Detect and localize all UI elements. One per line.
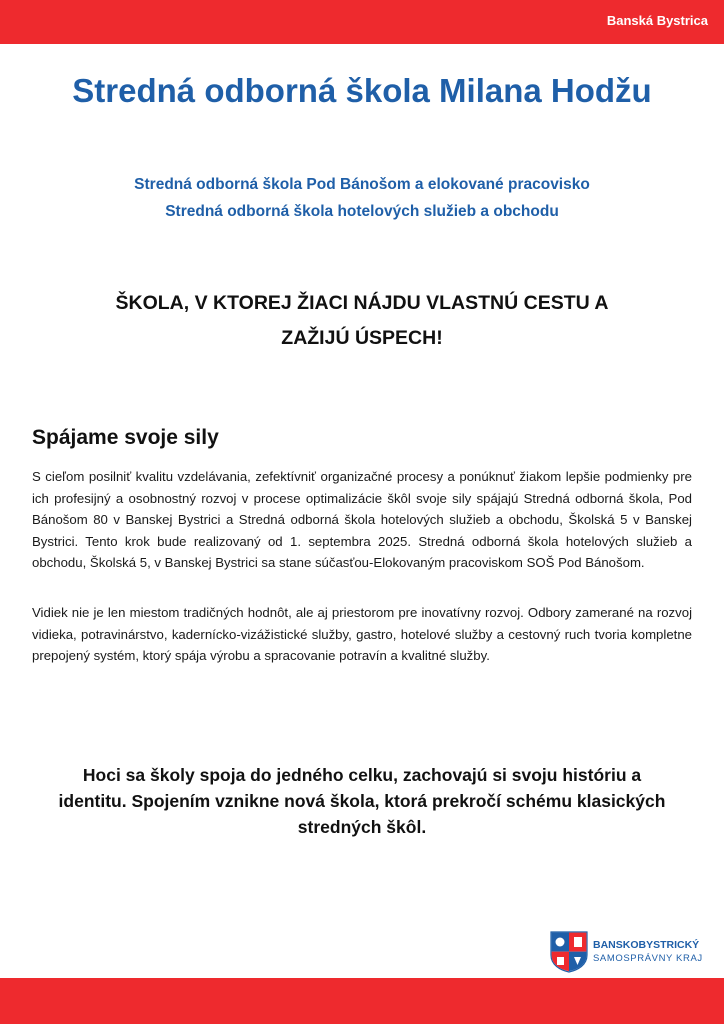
region-logo: [550, 930, 703, 974]
city-label: Banská Bystrica: [606, 13, 708, 28]
regional-crest-icon: [550, 931, 588, 973]
top-banner: [0, 0, 724, 44]
subtitle-line-2: Stredná odborná škola hotelových služieb a obchodu: [165, 203, 559, 220]
paragraph-rural-development: Vidiek nie je len miestom tradičných hodnôt, ale aj priestorom pre inovatívny rozvoj. Odbory zamerané na rozvoj vidieka, potravinárstvo, kadernícko-vizážistické služby, gastro, hotelové služby a cestovný ruch tvoria kompletne prepojený systém, ktorý spája výrobu a spracovanie potravín a kvalitné služby.: [32, 605, 692, 664]
section-heading: Spájame svoje sily: [32, 426, 219, 449]
subtitle-line-1: Stredná odborná škola Pod Bánošom a elokované pracovisko: [134, 176, 590, 193]
bottom-banner: [0, 978, 724, 1024]
motto-line-2: ZAŽIJÚ ÚSPECH!: [281, 327, 443, 349]
logo-name-line-2: SAMOSPRÁVNY KRAJ: [593, 953, 703, 964]
paragraph-merger: S cieľom posilniť kvalitu vzdelávania, zefektívniť organizačné procesy a ponúknuť žiakom lepšie podmienky pre ich profesijný a osobnostný rozvoj v procese optimalizácie škôl svoje sily spájajú Stredná odborná škola, Pod Bánošom 80 v Banskej Bystrici a Stredná odborná škola hotelových služieb a obchodu, Školská 5 v Banskej Bystrici. Tento krok bude realizovaný od 1. septembra 2025. Stredná odborná škola hotelových služieb a obchodu, Školská 5, v Banskej Bystrici sa stane súčasťou-Elokovaným pracoviskom SOŠ Pod Bánošom.: [32, 469, 692, 571]
closing-statement: Hoci sa školy spoja do jedného celku, zachovajú si svoju históriu a identitu. Spojením vznikne nová škola, ktorá prekročí schému klasických stredných škôl.: [58, 765, 666, 837]
logo-name-line-1: BANSKOBYSTRICKÝ: [593, 939, 700, 951]
motto-line-1: ŠKOLA, V KTOREJ ŽIACI NÁJDU VLASTNÚ CESTU A: [115, 292, 609, 314]
page-title: Stredná odborná škola Milana Hodžu: [72, 72, 652, 109]
